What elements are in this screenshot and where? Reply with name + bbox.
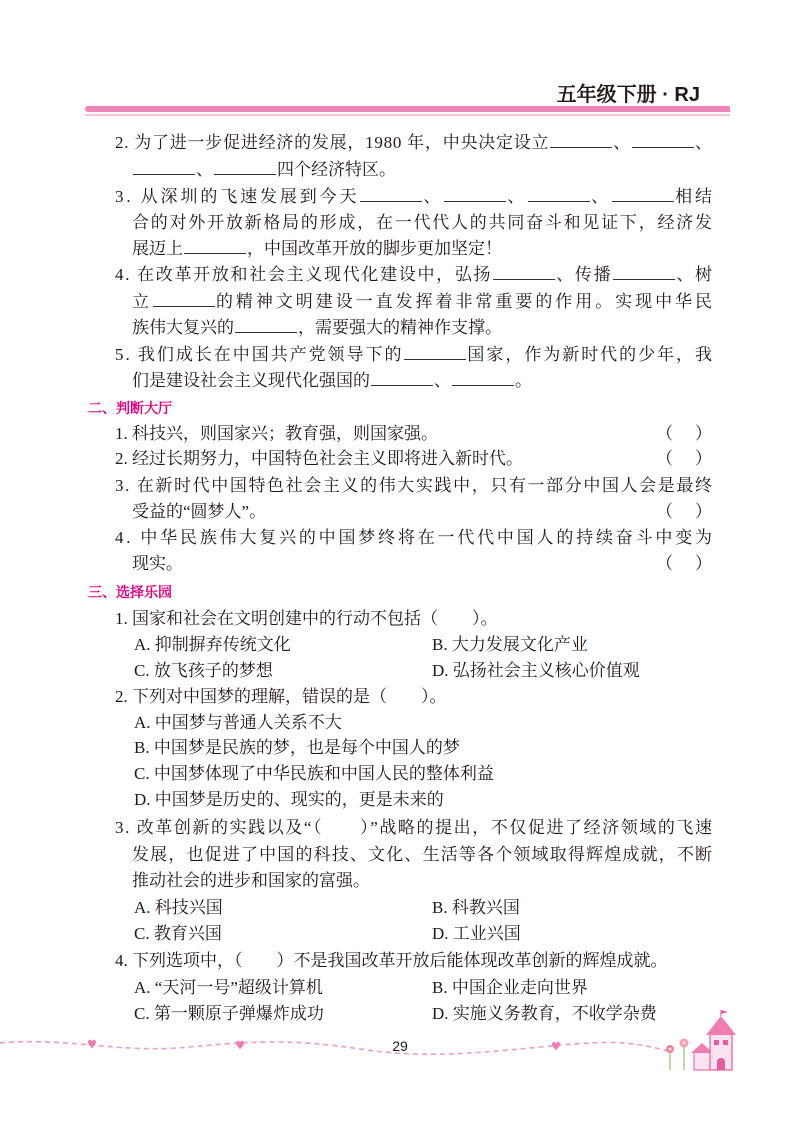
answer-blank	[632, 147, 694, 148]
answer-blank	[613, 279, 675, 280]
page-number: 29	[392, 1038, 408, 1054]
answer-blank	[214, 174, 276, 175]
choice-q3-option-c: C. 教育兴国	[134, 924, 222, 943]
header-band	[85, 106, 730, 112]
choice-q4-option-a: A. “天河一号”超级计算机	[134, 978, 323, 997]
answer-blank	[184, 253, 246, 254]
section-heading-judge: 二、判断大厅	[88, 400, 172, 416]
choice-q3-stem-line-2: 发展，也促进了中国的科技、文化、生活等各个领域取得辉煌成就，不断	[132, 845, 714, 864]
choice-q1-option-a: A. 抑制摒弃传统文化	[134, 635, 291, 654]
choice-q2-stem: 2. 下列对中国梦的理解，错误的是（ ）。	[115, 687, 447, 706]
answer-blank	[133, 174, 195, 175]
fill-in-q5-line-2: 们是建设社会主义现代化强国的 、 。	[132, 371, 532, 390]
judge-q4-line-2: 现实。	[132, 554, 183, 573]
fill-in-q4-line-1: 4. 在改革开放和社会主义现代化建设中，弘扬 、传播 、树	[115, 265, 714, 284]
answer-blank	[235, 332, 297, 333]
answer-blank	[528, 201, 590, 202]
choice-q4-option-d: D. 实施义务教育，不收学杂费	[432, 1004, 657, 1023]
fill-in-q3-line-1: 3. 从深圳的飞速发展到今天 、 、 、 相结	[115, 187, 715, 206]
fill-in-q5-line-1: 5. 我们成长在中国共产党领导下的 国家，作为新时代的少年，我	[115, 345, 714, 364]
judge-q2-line-1: 2. 经过长期努力，中国特色社会主义即将进入新时代。	[115, 449, 523, 468]
choice-q3-option-b: B. 科教兴国	[432, 898, 520, 917]
fill-in-q3-line-3: 展迈上 ，中国改革开放的脚步更加坚定！	[132, 239, 502, 258]
choice-q3-option-d: D. 工业兴国	[432, 924, 521, 943]
choice-q2-option-b: B. 中国梦是民族的梦，也是每个中国人的梦	[134, 738, 460, 757]
grade-label: 五年级下册 · RJ	[556, 84, 700, 106]
answer-blank	[404, 359, 466, 360]
answer-blank	[550, 147, 612, 148]
choice-q4-option-c: C. 第一颗原子弹爆炸成功	[134, 1004, 324, 1023]
header-band-underline	[85, 114, 730, 116]
judge-q4-line-1: 4. 中华民族伟大复兴的中国梦终将在一代代中国人的持续奋斗中变为	[115, 528, 715, 547]
fill-in-q4-line-3: 族伟大复兴的 ，需要强大的精神作支撑。	[132, 318, 502, 337]
choice-q1-option-b: B. 大力发展文化产业	[432, 635, 588, 654]
answer-blank	[452, 385, 514, 386]
fill-in-q2-line-1: 2. 为了进一步促进经济的发展，1980 年，中央决定设立 、 、	[115, 133, 713, 152]
fill-in-q2-line-2: 、 四个经济特区。	[132, 157, 712, 183]
choice-q2-option-c: C. 中国梦体现了中华民族和中国人民的整体利益	[134, 764, 494, 783]
answer-blank	[153, 306, 215, 307]
judge-q3-answer-bracket: （ ）	[656, 502, 708, 521]
choice-q1-option-d: D. 弘扬社会主义核心价值观	[432, 661, 640, 680]
fill-in-q4-line-2: 立 的精神文明建设一直发挥着非常重要的作用。实现中华民	[132, 292, 715, 311]
answer-blank	[360, 201, 422, 202]
choice-q4-option-b: B. 中国企业走向世界	[432, 978, 588, 997]
choice-q2-option-a: A. 中国梦与普通人关系不大	[134, 713, 342, 732]
judge-q1-line-1: 1. 科技兴，则国家兴；教育强，则国家强。	[115, 424, 438, 443]
answer-blank	[444, 201, 506, 202]
choice-q3-option-a: A. 科技兴国	[134, 898, 223, 917]
choice-q2-option-d: D. 中国梦是历史的、现实的，更是未来的	[134, 790, 444, 809]
judge-q2-answer-bracket: （ ）	[656, 449, 708, 468]
judge-q4-answer-bracket: （ ）	[656, 554, 708, 573]
choice-q3-stem-line-3: 推动社会的进步和国家的富强。	[132, 871, 370, 890]
choice-q1-option-c: C. 放飞孩子的梦想	[134, 661, 273, 680]
choice-q4-stem: 4. 下列选项中，（ ）不是我国改革开放后能体现改革创新的辉煌成就。	[115, 951, 668, 970]
judge-q1-answer-bracket: （ ）	[656, 424, 708, 443]
judge-q3-line-1: 3. 在新时代中国特色社会主义的伟大实践中，只有一部分中国人会是最终	[115, 476, 714, 495]
judge-q3-line-2: 受益的“圆梦人”。	[132, 502, 267, 521]
section-heading-choice: 三、选择乐园	[88, 584, 172, 600]
choice-q3-stem-line-1: 3. 改革创新的实践以及“（ ）”战略的提出，不仅促进了经济领域的飞速	[115, 818, 714, 837]
answer-blank	[612, 201, 674, 202]
answer-blank	[493, 279, 555, 280]
fill-in-q3-line-2: 合的对外开放新格局的形成，在一代代人的共同奋斗和见证下，经济发	[132, 213, 714, 232]
answer-blank	[371, 385, 433, 386]
choice-q1-stem: 1. 国家和社会在文明创建中的行动不包括（ ）。	[115, 609, 498, 628]
